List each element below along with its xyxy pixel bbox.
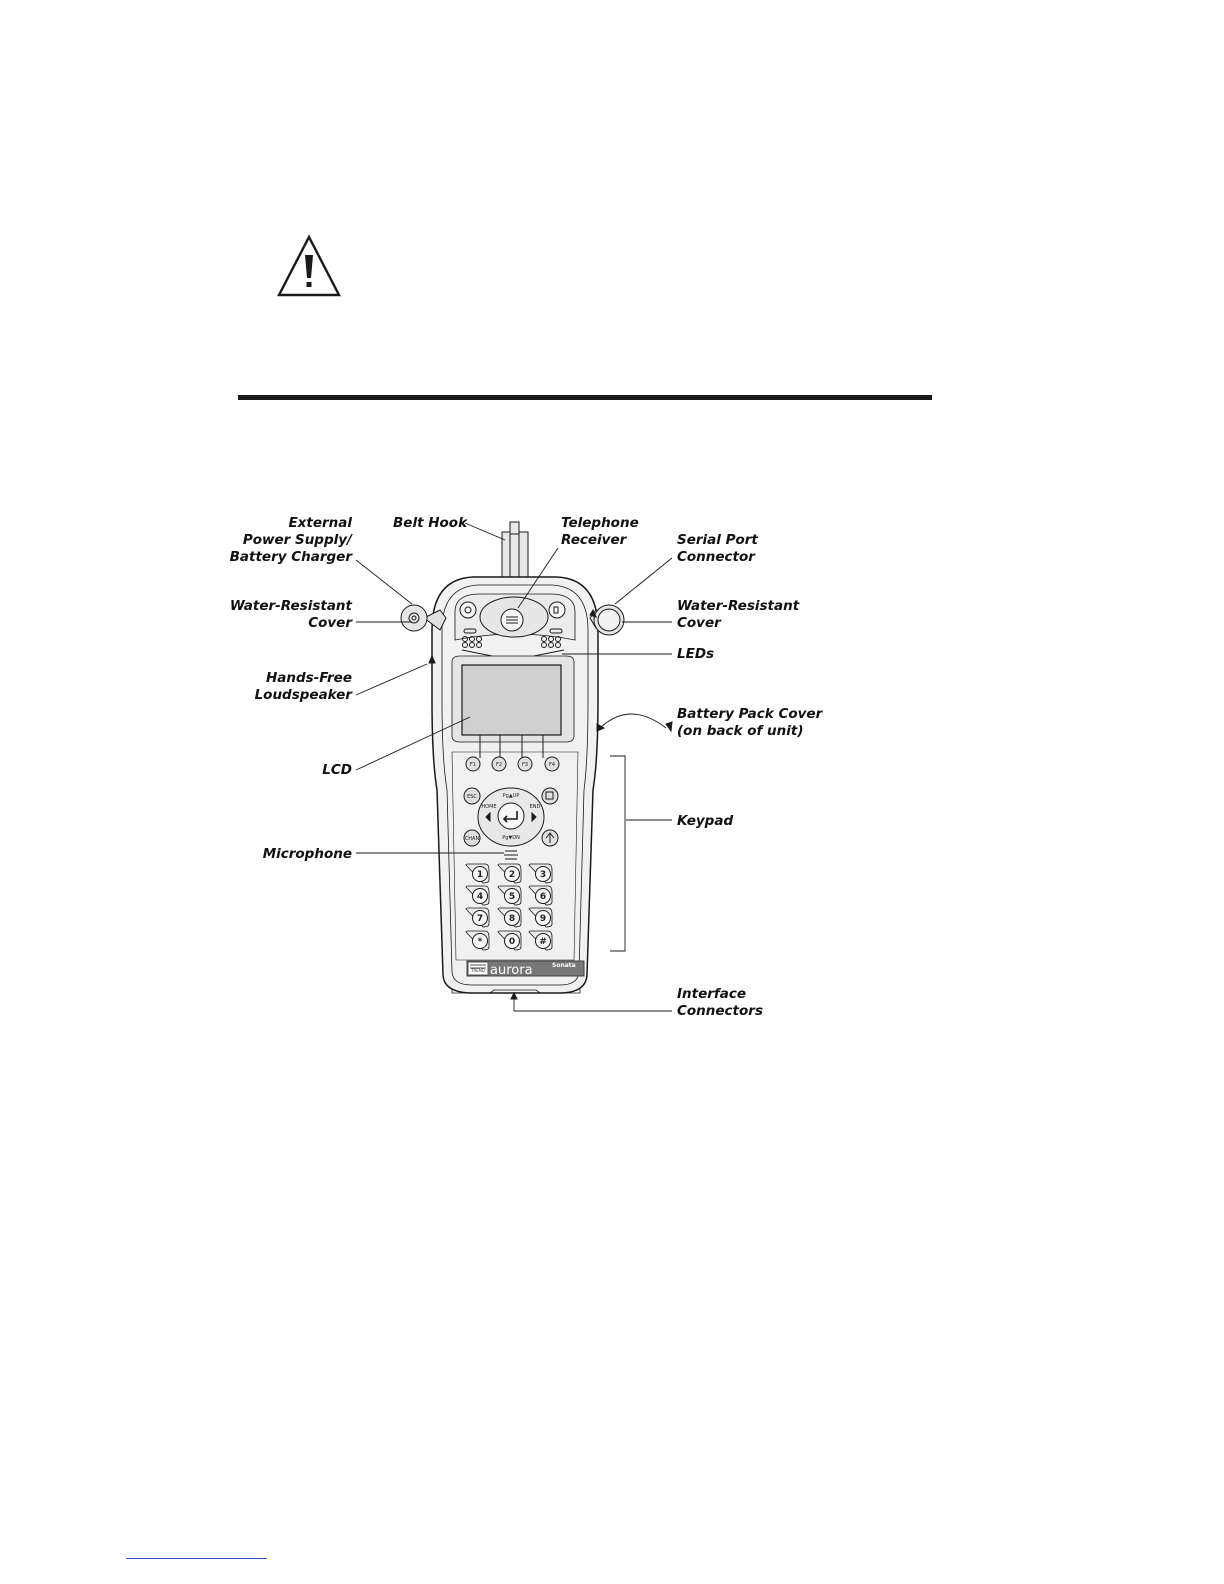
label-hands-free: Hands-Free Loudspeaker [254, 670, 352, 703]
label-external-power: External Power Supply/ Battery Charger [229, 515, 352, 565]
number-key-label: 9 [539, 914, 547, 924]
brand-name: aurora [490, 963, 533, 978]
label-leds: LEDs [677, 646, 715, 662]
f4-key: F4 [548, 762, 556, 768]
number-key-label: 7 [476, 914, 484, 924]
label-telephone-receiver: Telephone Receiver [561, 515, 639, 548]
maker-logo: TREND [471, 968, 485, 973]
label-serial-port: Serial Port Connector [677, 532, 758, 565]
footnote-separator [126, 1558, 267, 1559]
lcd-screen [462, 665, 561, 735]
number-key-label: # [539, 937, 547, 947]
page-up-key: Pg▲UP [502, 793, 520, 799]
chan-key: CHAN [464, 836, 480, 842]
f3-key: F3 [521, 762, 529, 768]
number-key-label: 5 [508, 892, 516, 902]
label-interface: Interface Connectors [677, 986, 763, 1019]
end-key: END [529, 804, 541, 810]
label-keypad: Keypad [677, 813, 734, 829]
belt-hook [502, 522, 528, 580]
label-battery-cover: Battery Pack Cover (on back of unit) [677, 706, 823, 739]
f2-key: F2 [495, 762, 503, 768]
label-water-cover-right: Water-Resistant Cover [677, 598, 800, 631]
number-key-label: 2 [508, 870, 516, 880]
page-down-key: Pg▼DN [502, 835, 520, 841]
label-belt-hook: Belt Hook [393, 515, 468, 531]
label-lcd: LCD [322, 762, 352, 778]
esc-key: ESC [467, 794, 477, 800]
power-button [460, 602, 476, 618]
brand-suffix: Sonata [552, 962, 576, 969]
number-key-label: 4 [476, 892, 484, 902]
number-key-label: * [477, 937, 483, 947]
label-microphone: Microphone [262, 846, 352, 862]
number-key-label: 6 [539, 892, 547, 902]
number-key-label: 1 [476, 870, 484, 880]
number-key-label: 0 [508, 937, 516, 947]
number-key-label: 8 [508, 914, 516, 924]
home-key: HOME [481, 804, 497, 810]
f1-key: F1 [469, 762, 477, 768]
speaker-button [549, 602, 565, 618]
number-key-label: 3 [539, 870, 547, 880]
label-water-cover-left: Water-Resistant Cover [229, 598, 352, 631]
